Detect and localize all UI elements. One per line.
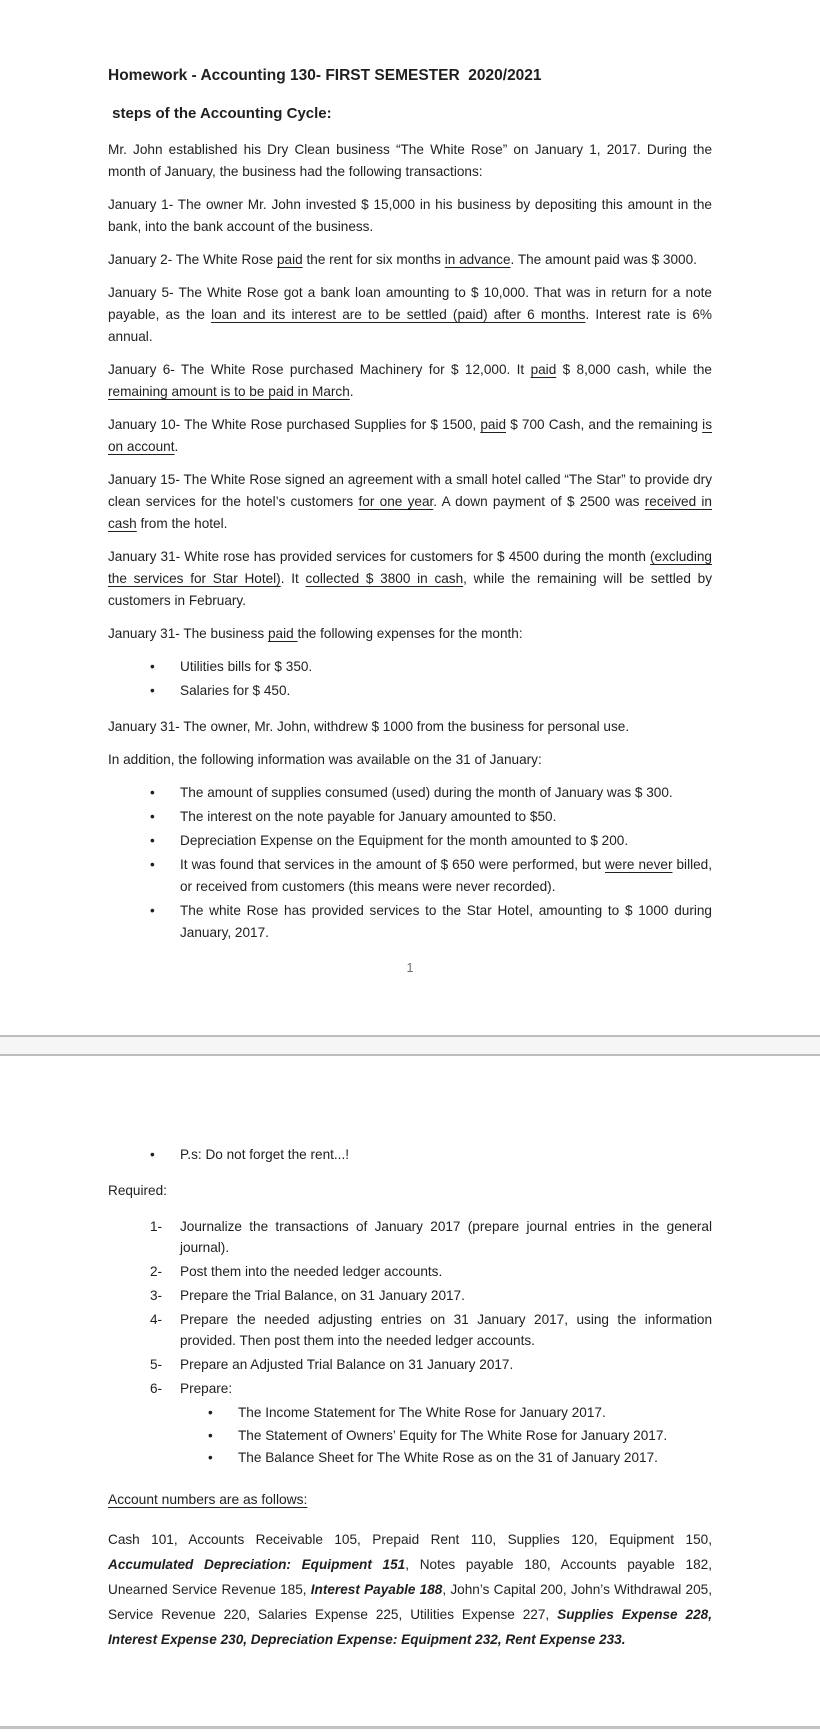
text-segment: The Income Statement for The White Rose for January 2017. <box>238 1405 606 1420</box>
text-segment: January 31- White rose has provided services for customers for $ 4500 during the month <box>108 549 651 564</box>
account-numbers-paragraph <box>108 1527 712 1652</box>
list-item-text <box>180 1144 712 1166</box>
text-segment: , Notes payable 180, Accounts payable 182, Unearned Service Revenue 185, <box>108 1556 713 1597</box>
page-2 <box>0 1056 820 1726</box>
text-segment: January 15- The White Rose signed an agreement with a small hotel called “The Star” to provide dry clean services for the hotel’s customers <box>108 472 712 509</box>
text-segment: loan and its interest are to be settled (paid) after 6 months <box>211 307 586 322</box>
text-segment: January 1- The owner Mr. John invested $ 15,000 in his business by depositing this amount in the bank, into the bank account of the business. <box>108 197 712 234</box>
text-segment: $ 700 Cash, and the remaining <box>506 417 703 432</box>
item-number: 5- <box>150 1357 163 1372</box>
text-segment: the following expenses for the month: <box>297 626 523 641</box>
text-segment: the rent for six months <box>302 252 445 267</box>
jan6-paragraph <box>108 359 712 403</box>
page-break-divider <box>0 1035 820 1056</box>
jan31-expenses-intro-paragraph <box>108 623 712 645</box>
numbered-item-text <box>180 1378 712 1399</box>
text-segment: Post them into the needed ledger accounts. <box>180 1264 443 1279</box>
text-segment: . The amount paid was $ 3000. <box>510 252 697 267</box>
text-segment: . Interest rate is 6% annual. <box>108 307 712 344</box>
required-numbered-list <box>108 1216 712 1399</box>
bullet-icon: • <box>150 809 155 824</box>
text-segment: is on account <box>108 417 712 454</box>
jan5-paragraph <box>108 282 712 348</box>
text-segment: Depreciation Expense on the Equipment for the month amounted to $ 200. <box>180 833 629 848</box>
text-segment: P.s: Do not forget the rent...! <box>180 1147 350 1162</box>
text-segment: The amount of supplies consumed (used) during the month of January was $ 300. <box>180 785 673 800</box>
text-segment: It was found that services in the amount of $ 650 were performed, but <box>180 857 605 872</box>
list-item <box>208 1447 712 1469</box>
bullet-icon: • <box>150 785 155 800</box>
bullet-icon: • <box>150 659 155 674</box>
item-number: 3- <box>150 1288 163 1303</box>
list-item-text <box>180 830 712 852</box>
text-segment: Utilities bills for $ 350. <box>180 659 313 674</box>
intro-paragraph <box>108 139 712 183</box>
text-segment: Supplies Expense 228, Interest Expense 230, Depreciation Expense: Equipment 232, Rent Expense 233. <box>108 1606 712 1647</box>
numbered-item <box>150 1216 712 1258</box>
list-item-text <box>238 1425 712 1447</box>
text-segment: $ 8,000 cash, while the <box>556 362 712 377</box>
jan1-paragraph <box>108 194 712 238</box>
list-item <box>150 680 712 702</box>
list-item <box>150 1144 712 1166</box>
text-segment: paid <box>480 417 507 432</box>
text-segment: remaining amount is to be paid in March <box>108 384 350 399</box>
numbered-item <box>150 1354 712 1375</box>
bullet-icon: • <box>150 1147 155 1162</box>
list-item-text <box>180 656 712 678</box>
additional-info-bullet-list <box>108 782 712 944</box>
text-segment: Journalize the transactions of January 2017 (prepare journal entries in the general journal). <box>180 1219 712 1255</box>
list-item <box>150 854 712 898</box>
bullet-icon: • <box>150 857 155 872</box>
list-item-text <box>238 1402 712 1424</box>
list-item <box>150 806 712 828</box>
text-segment: January 2- The White Rose <box>108 252 277 267</box>
text-segment: Accumulated Depreciation: Equipment 151 <box>108 1556 406 1572</box>
text-segment: were never <box>604 857 673 872</box>
bullet-icon: • <box>150 683 155 698</box>
numbered-item-text <box>180 1216 712 1258</box>
text-segment: January 5- The White Rose got a bank loan amounting to $ 10,000. That was in return for a note payable, as the <box>108 285 712 322</box>
page-number: 1 <box>406 961 414 975</box>
text-segment: paid <box>267 626 298 641</box>
list-item <box>208 1402 712 1424</box>
text-segment: January 31- The business <box>108 626 268 641</box>
jan31-services-paragraph <box>108 546 712 612</box>
text-segment: Interest Payable 188 <box>310 1581 443 1597</box>
text-segment: Prepare the needed adjusting entries on 31 January 2017, using the information provided. Then post them into the needed ledger accounts. <box>180 1312 712 1348</box>
text-segment: . It <box>280 571 306 586</box>
list-item <box>150 656 712 678</box>
text-segment: received in cash <box>108 494 712 531</box>
numbered-item <box>150 1309 712 1351</box>
expense-bullet-list <box>108 656 712 702</box>
list-item-text <box>238 1447 712 1469</box>
bullet-icon: • <box>208 1405 213 1420</box>
text-segment: In addition, the following information was available on the 31 of January: <box>108 752 542 767</box>
text-segment: Salaries for $ 450. <box>180 683 291 698</box>
text-segment: January 31- The owner, Mr. John, withdrew $ 1000 from the business for personal use. <box>108 719 630 734</box>
bullet-icon: • <box>150 833 155 848</box>
numbered-item-text <box>180 1261 712 1282</box>
numbered-item-text <box>180 1354 712 1375</box>
text-segment: , while the remaining will be settled by customers in February. <box>108 571 713 608</box>
statements-bullet-list <box>108 1402 712 1469</box>
list-item <box>150 782 712 804</box>
list-item <box>150 830 712 852</box>
doc-title: Homework - Accounting 130- FIRST SEMESTER 2020/2021 <box>108 67 542 84</box>
numbered-item <box>150 1285 712 1306</box>
item-number: 6- <box>150 1381 163 1396</box>
numbered-item-text <box>180 1285 712 1306</box>
text-segment: for one year <box>358 494 434 509</box>
text-segment: . A down payment of $ 2500 was <box>433 494 645 509</box>
item-number: 4- <box>150 1312 163 1327</box>
text-segment: (excluding the services for Star Hotel) <box>108 549 712 586</box>
list-item-text <box>180 782 712 804</box>
list-item-text <box>180 900 712 944</box>
account-numbers-heading <box>108 1489 712 1511</box>
text-segment: Mr. John established his Dry Clean business “The White Rose” on January 1, 2017. During the month of January, the business had the following transactions: <box>108 142 712 179</box>
text-segment: . <box>349 384 354 399</box>
bullet-icon: • <box>150 903 155 918</box>
list-item <box>150 900 712 944</box>
list-item <box>208 1425 712 1447</box>
bullet-icon: • <box>208 1450 213 1465</box>
text-segment: Prepare an Adjusted Trial Balance on 31 January 2017. <box>180 1357 514 1372</box>
bullet-icon: • <box>208 1427 213 1443</box>
text-segment: paid <box>277 252 303 267</box>
text-segment: in advance <box>444 252 511 267</box>
jan2-paragraph <box>108 249 712 271</box>
numbered-item-text <box>180 1309 712 1351</box>
text-segment: January 10- The White Rose purchased Supplies for $ 1500, <box>108 417 481 432</box>
text-segment: paid <box>530 362 557 377</box>
list-item-text <box>180 854 712 898</box>
jan15-paragraph <box>108 469 712 535</box>
jan31-withdraw-paragraph <box>108 716 712 738</box>
text-segment: Cash 101, Accounts Receivable 105, Prepaid Rent 110, Supplies 120, Equipment 150, <box>108 1531 712 1547</box>
text-segment: The white Rose has provided services to the Star Hotel, amounting to $ 1000 during January, 2017. <box>180 903 712 940</box>
text-segment: from the hotel. <box>136 516 228 531</box>
text-segment: Account numbers are as follows: <box>108 1491 308 1507</box>
text-segment: . <box>174 439 179 454</box>
text-segment: , John’s Capital 200, John’s Withdrawal 205, Service Revenue 220, Salaries Expense 225, Utilities Expense 227, <box>108 1581 712 1622</box>
text-segment: The Statement of Owners’ Equity for The White Rose for January 2017. <box>238 1427 668 1443</box>
doc-subtitle: steps of the Accounting Cycle: <box>108 105 332 122</box>
item-number: 1- <box>150 1219 163 1234</box>
list-item-text <box>180 680 712 702</box>
additional-info-intro <box>108 749 712 771</box>
text-segment: January 6- The White Rose purchased Machinery for $ 12,000. It <box>108 362 531 377</box>
text-segment: Prepare the Trial Balance, on 31 January 2017. <box>180 1288 465 1303</box>
jan10-paragraph <box>108 414 712 458</box>
text-segment: collected $ 3800 in cash <box>305 571 464 586</box>
numbered-item <box>150 1378 712 1399</box>
text-segment: The Balance Sheet for The White Rose as on the 31 of January 2017. <box>238 1450 658 1465</box>
numbered-item <box>150 1261 712 1282</box>
list-item-text <box>180 806 712 828</box>
text-segment: billed, or received from customers (this means were never recorded). <box>180 857 713 894</box>
item-number: 2- <box>150 1264 163 1279</box>
ps-bullet-list <box>108 1144 712 1166</box>
required-label: Required: <box>108 1183 167 1198</box>
text-segment: The interest on the note payable for January amounted to $50. <box>180 809 557 824</box>
text-segment: Prepare: <box>180 1381 233 1396</box>
